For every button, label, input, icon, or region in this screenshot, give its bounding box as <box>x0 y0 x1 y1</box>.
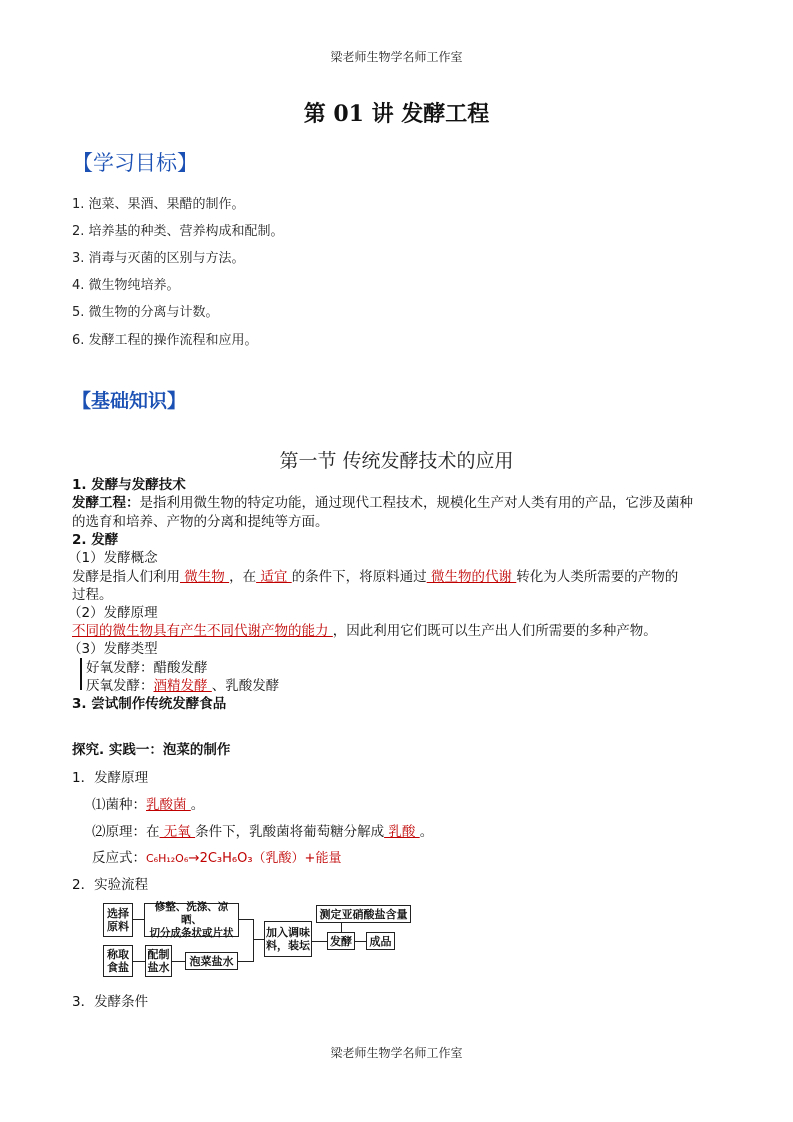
flow-box-select: 选择 原料 <box>103 903 133 937</box>
objective-item: 3. 消毒与灭菌的区别与方法。 <box>72 251 245 266</box>
s1-heading: 1. 发酵与发酵技术 <box>72 477 186 493</box>
objective-item: 1. 泡菜、果酒、果醋的制作。 <box>72 197 245 212</box>
answer-blank: 无氧 <box>159 824 196 840</box>
basics-heading: 【基础知识】 <box>72 390 187 412</box>
reaction-label: 反应式： <box>92 850 146 866</box>
flow-connector <box>253 919 254 962</box>
flow-connector <box>238 961 253 962</box>
flow-connector <box>133 919 144 920</box>
concept-line-2: 过程。 <box>72 587 113 603</box>
flow-box-season: 加入调味 料，装坛 <box>264 921 312 957</box>
reaction-formula: C₆H₁₂O₆ <box>146 852 189 865</box>
principle-heading: （2）发酵原理 <box>68 605 158 621</box>
principle-line <box>72 619 657 639</box>
answer-blank: 微生物 <box>180 569 230 585</box>
flow-connector <box>239 919 253 920</box>
concept-line-1 <box>72 565 678 585</box>
flow-connector <box>341 923 342 932</box>
definition-line-2: 的选育和培养、产物的分离和提纯等方面。 <box>72 514 329 530</box>
concept-text: 的条件下，将原料通过 <box>291 569 427 585</box>
objective-item: 5. 微生物的分离与计数。 <box>72 305 219 320</box>
reaction-line <box>92 846 341 866</box>
answer-blank: 乳酸 <box>384 824 420 840</box>
strain-text: 。 <box>190 797 205 813</box>
flow-heading: 2．实验流程 <box>72 877 149 893</box>
concept-text: 发酵是指人们利用 <box>72 569 180 585</box>
principle-detail-line <box>92 820 433 840</box>
definition-text: 是指利用微生物的特定功能，通过现代工程技术，规模化生产对人类有用的产品，它涉及菌种 <box>139 495 693 511</box>
flow-box-prepare: 配制 盐水 <box>145 945 172 977</box>
arrow-icon: → <box>188 850 200 866</box>
pickle-principle-heading: 1．发酵原理 <box>72 770 149 786</box>
flow-connector <box>253 939 264 940</box>
principle-detail-text: ⑵原理：在 <box>92 824 160 840</box>
type-text: 、乳酸发酵 <box>211 678 280 694</box>
flow-box-measure: 测定亚硝酸盐含量 <box>316 905 411 923</box>
s2-heading: 2. 发酵 <box>72 532 119 548</box>
flow-connector <box>312 941 327 942</box>
page-footer: 梁老师生物学名师工作室 <box>330 1046 463 1060</box>
concept-text: ，在 <box>229 569 257 585</box>
principle-text: ，因此利用它们既可以生产出人们所需要的多种产物。 <box>332 623 657 639</box>
flow-box-product: 成品 <box>366 932 395 950</box>
flow-box-ferment: 发酵 <box>327 932 355 950</box>
principle-detail-text: 。 <box>419 824 434 840</box>
page-title: 第 01 讲 发酵工程 <box>303 101 490 127</box>
types-heading: （3）发酵类型 <box>68 641 158 657</box>
type-text: 厌氧发酵： <box>86 678 154 694</box>
answer-blank: 微生物的代谢 <box>426 569 517 585</box>
definition-label: 发酵工程： <box>72 495 140 511</box>
flow-connector <box>172 961 185 962</box>
anaerobic-type <box>86 674 279 694</box>
principle-detail-text: 条件下，乳酸菌将葡萄糖分解成 <box>195 824 385 840</box>
concept-heading: （1）发酵概念 <box>68 550 158 566</box>
concept-text: 转化为人类所需要的产物的 <box>516 569 679 585</box>
definition-line-1 <box>72 491 693 511</box>
aerobic-type: 好氧发酵：醋酸发酵 <box>86 660 208 676</box>
flow-box-brine: 泡菜盐水 <box>185 952 238 970</box>
answer-blank: 酒精发酵 <box>153 678 212 694</box>
strain-line <box>92 793 204 813</box>
objective-item: 6. 发酵工程的操作流程和应用。 <box>72 333 258 348</box>
s3-heading: 3. 尝试制作传统发酵食品 <box>72 696 227 712</box>
answer-blank: 不同的微生物具有产生不同代谢产物的能力 <box>72 623 333 639</box>
section-title: 第一节 传统发酵技术的应用 <box>279 450 514 472</box>
objective-item: 4. 微生物纯培养。 <box>72 278 180 293</box>
flow-box-weigh: 称取 食盐 <box>103 945 133 977</box>
conditions-heading: 3．发酵条件 <box>72 994 149 1010</box>
explore-heading: 探究. 实践一：泡菜的制作 <box>72 742 231 758</box>
flow-connector <box>355 941 366 942</box>
flow-connector <box>133 961 145 962</box>
answer-blank: 乳酸菌 <box>146 797 191 813</box>
objectives-heading: 【学习目标】 <box>72 151 198 175</box>
strain-text: ⑴菌种： <box>92 797 146 813</box>
flow-box-trim: 修整、洗涤、凉晒、 切分成条状或片状 <box>144 903 239 937</box>
reaction-formula: 2C₃H₆O₃（乳酸）+能量 <box>199 851 342 866</box>
page-header: 梁老师生物学名师工作室 <box>330 50 463 64</box>
answer-blank: 适宜 <box>256 569 292 585</box>
objective-item: 2. 培养基的种类、营养构成和配制。 <box>72 224 284 239</box>
brace-icon <box>80 658 82 690</box>
